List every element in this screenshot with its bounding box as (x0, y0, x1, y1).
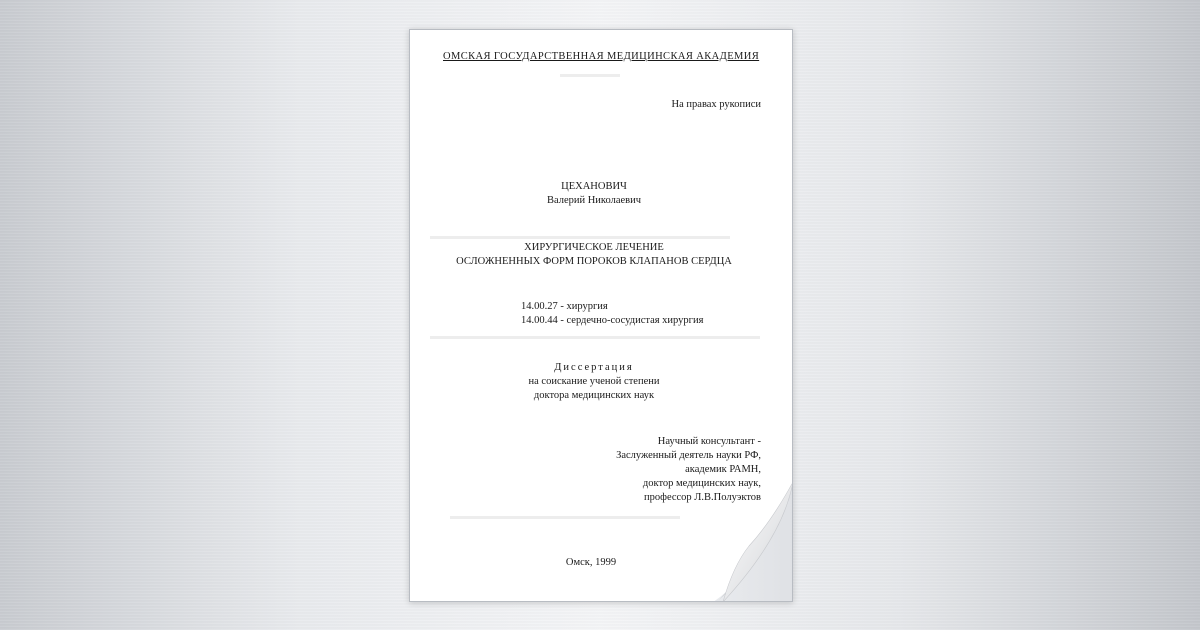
thesis-title-line-2: ОСЛОЖНЕННЫХ ФОРМ ПОРОКОВ КЛАПАНОВ СЕРДЦА (456, 256, 732, 267)
city-year: Омск, 1999 (565, 557, 617, 568)
page-curl-icon (713, 482, 793, 602)
author-surname: ЦЕХАНОВИЧ (561, 181, 627, 192)
author-name: Валерий Николаевич (546, 195, 642, 206)
academy-name: ОМСКАЯ ГОСУДАРСТВЕННАЯ МЕДИЦИНСКАЯ АКАДЕМИЯ (443, 51, 760, 62)
thesis-title-line-1: ХИРУРГИЧЕСКОЕ ЛЕЧЕНИЕ (524, 242, 664, 253)
degree-line-1: на соискание ученой степени (528, 376, 660, 387)
bleed-through-artifact: ▬▬▬▬▬▬ (560, 69, 620, 80)
dissertation-label: Диссертация (554, 362, 634, 373)
consultant-line: профессор Л.В.Полуэктов (644, 492, 761, 503)
degree-line-2: доктора медицинских наук (533, 390, 655, 401)
document-page (409, 29, 793, 602)
bleed-through-artifact: ▬▬▬▬▬▬▬▬▬▬▬▬▬▬▬▬▬▬▬▬▬▬▬▬▬▬▬▬▬▬▬▬▬ (430, 331, 760, 342)
consultant-line: Научный консультант - (657, 436, 761, 447)
bleed-through-artifact: ▬▬▬▬▬▬▬▬▬▬▬▬▬▬▬▬▬▬▬▬▬▬▬▬▬▬▬▬▬▬ (430, 231, 730, 242)
consultant-line: академик РАМН, (685, 464, 761, 475)
consultant-line: Заслуженный деятель науки РФ, (616, 450, 761, 461)
bleed-through-artifact: ▬▬▬▬▬▬▬▬▬▬▬▬▬▬▬▬▬▬▬▬▬▬▬ (450, 511, 680, 522)
specialty-code-2: 14.00.44 - сердечно-сосудистая хирургия (521, 315, 704, 326)
specialty-code-1: 14.00.27 - хирургия (521, 301, 608, 312)
consultant-line: доктор медицинских наук, (642, 478, 761, 489)
manuscript-rights-note: На правах рукописи (671, 99, 761, 110)
